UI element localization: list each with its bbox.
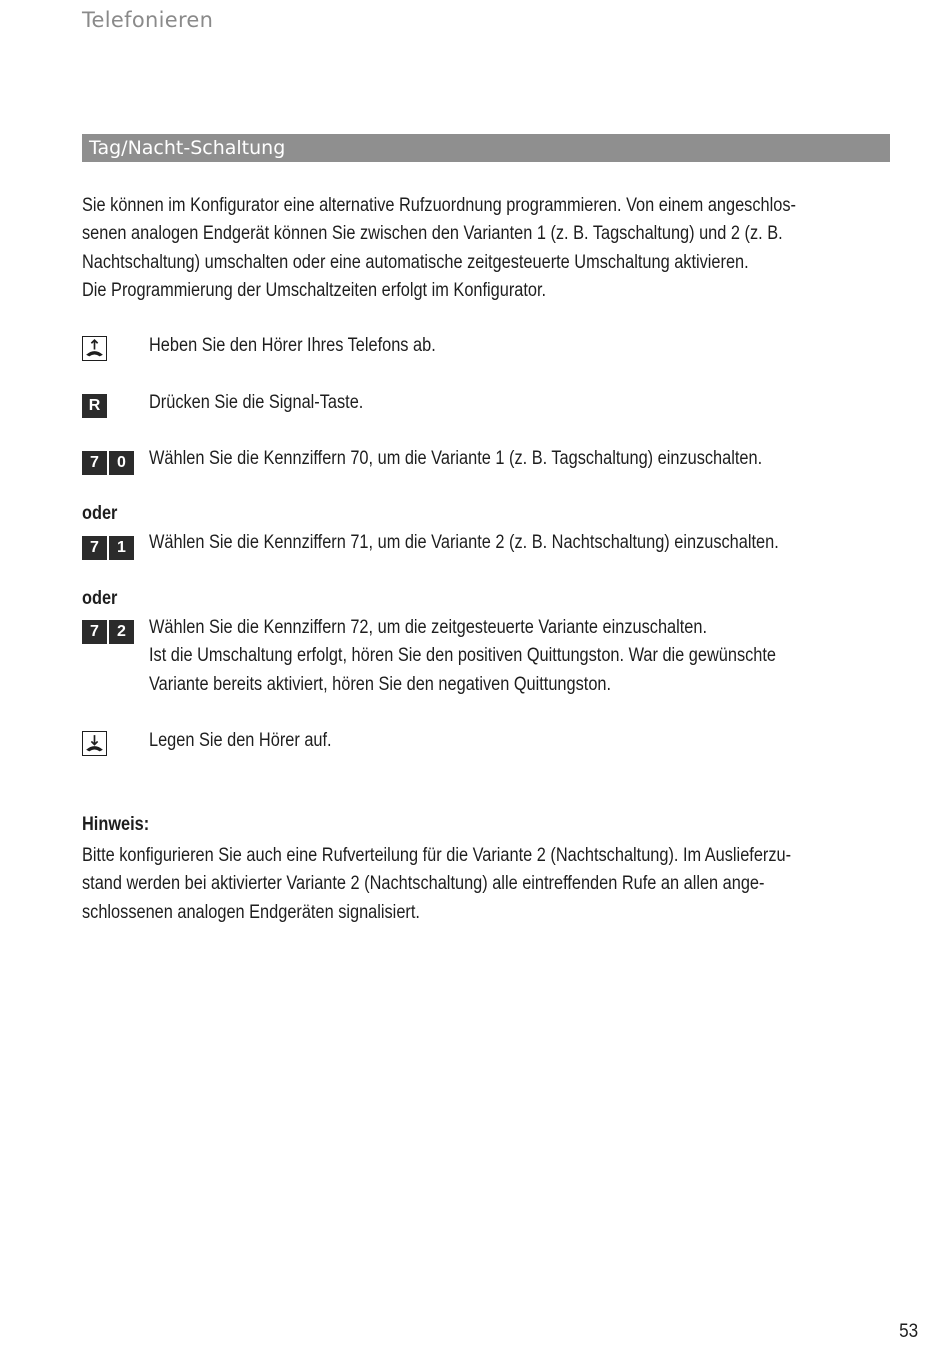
- handset-hangup-icon: [82, 731, 107, 756]
- note-line: stand werden bei aktivierter Variante 2 (Nachtschaltung) alle eintreffenden Rufe an allen ange-: [82, 873, 765, 895]
- key-group: [82, 394, 107, 418]
- key-group: [82, 451, 134, 475]
- key-2: 2: [109, 620, 134, 644]
- step-line: Wählen Sie die Kennziffern 72, um die zeitgesteuerte Variante einzuschalten.: [149, 617, 708, 638]
- handset-lift-icon: [82, 336, 107, 361]
- step-text: Legen Sie den Hörer auf.: [149, 730, 332, 751]
- page-number: 53: [898, 1321, 918, 1342]
- key-7: 7: [82, 620, 107, 644]
- key-group: [82, 536, 134, 560]
- intro-paragraph: [82, 192, 882, 306]
- intro-line: Die Programmierung der Umschaltzeiten erfolgt im Konfigurator.: [82, 280, 547, 302]
- step-text: Wählen Sie die Kennziffern 71, um die Variante 2 (z. B. Nachtschaltung) einzuschalten.: [149, 532, 779, 553]
- intro-line: Sie können im Konfigurator eine alternative Rufzuordnung programmieren. Von einem angeschlos-: [82, 195, 796, 216]
- step-text: [149, 614, 871, 699]
- alternative-label: oder: [82, 503, 118, 524]
- note-paragraph: [82, 842, 882, 927]
- key-1: 1: [109, 536, 134, 560]
- step-text: Heben Sie den Hörer Ihres Telefons ab.: [149, 335, 436, 356]
- step-text: Wählen Sie die Kennziffern 70, um die Variante 1 (z. B. Tagschaltung) einzuschalten.: [149, 448, 763, 469]
- key-7: 7: [82, 451, 107, 475]
- key-0: 0: [109, 451, 134, 475]
- intro-line: Nachtschaltung) umschalten oder eine automatische zeitgesteuerte Umschaltung aktivieren.: [82, 251, 749, 273]
- running-header: Telefonieren: [82, 8, 214, 32]
- step-text: Drücken Sie die Signal-Taste.: [149, 392, 364, 413]
- key-7: 7: [82, 536, 107, 560]
- step-line: Variante bereits aktiviert, hören Sie den negativen Quittungston.: [149, 673, 612, 695]
- key-group: [82, 620, 134, 644]
- key-r: R: [82, 394, 107, 418]
- step-line: Ist die Umschaltung erfolgt, hören Sie den positiven Quittungston. War die gewünschte: [149, 645, 777, 667]
- intro-line: senen analogen Endgerät können Sie zwischen den Varianten 1 (z. B. Tagschaltung) und 2 (z. B.: [82, 223, 783, 245]
- note-line: schlossenen analogen Endgeräten signalisiert.: [82, 901, 420, 923]
- alternative-label: oder: [82, 588, 118, 609]
- note-title: Hinweis:: [82, 814, 150, 835]
- section-title: Tag/Nacht-Schaltung: [82, 134, 890, 162]
- note-line: Bitte konfigurieren Sie auch eine Rufverteilung für die Variante 2 (Nachtschaltung). Im Auslieferzu-: [82, 845, 792, 866]
